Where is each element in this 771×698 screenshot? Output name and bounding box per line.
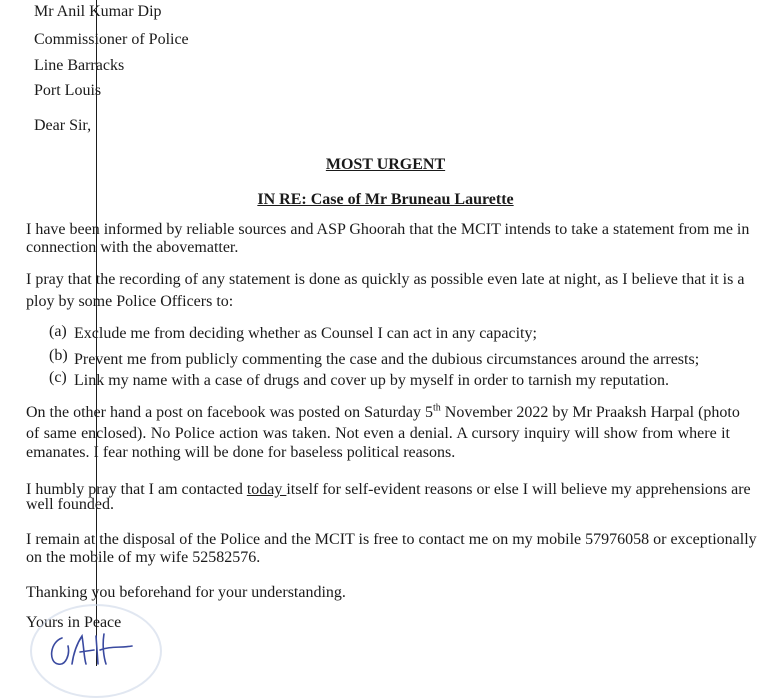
para2-line2: ploy by some Police Officers to: [26, 293, 234, 310]
list-text: Prevent me from publicly commenting the case and the dubious circumstances around the arrests; [74, 351, 700, 368]
para4-line2: well founded. [26, 496, 114, 513]
signature-image [44, 628, 154, 668]
para3-line2: of same enclosed). No Police action was taken. Not even a denial. A cursory inquiry will show from where it [26, 425, 730, 442]
para5-line2: on the mobile of my wife 52582576. [26, 549, 261, 566]
recipient-name: Mr Anil Kumar Dip [34, 3, 162, 20]
para3-line1: On the other hand a post on facebook was posted on Saturday 5th November 2022 by Mr Praaksh Harpal (photo [26, 402, 740, 421]
para1-line1: I have been informed by reliable sources and ASP Ghoorah that the MCIT intends to take a statement from me in [26, 221, 750, 238]
recipient-title: Commissioner of Police [34, 31, 189, 48]
list-marker: (c) [49, 369, 67, 386]
headline: MOST URGENT [325, 156, 446, 173]
thanks-line: Thanking you beforehand for your understanding. [26, 584, 346, 601]
para5-line1: I remain at the disposal of the Police and the MCIT is free to contact me on my mobile 57976058 or exceptionally [26, 531, 757, 548]
para3-line3: emanates. I fear nothing will be done for baseless political reasons. [26, 444, 456, 461]
recipient-street: Line Barracks [34, 57, 125, 74]
list-text: Link my name with a case of drugs and cover up by myself in order to tarnish my reputation. [74, 372, 669, 389]
salutation: Dear Sir, [34, 117, 92, 134]
closing-line: Yours in Peace [26, 614, 122, 631]
para4-line1: I humbly pray that I am contacted today itself for self-evident reasons or else I will believe my apprehensions are [26, 481, 751, 498]
para1-line2: connection with the abovematter. [26, 239, 239, 256]
emphasis-today: today [246, 481, 287, 498]
list-marker: (a) [49, 323, 67, 340]
list-text: Exclude me from deciding whether as Counsel I can act in any capacity; [74, 325, 537, 342]
list-marker: (b) [49, 347, 68, 364]
para2-line1: I pray that the recording of any statement is done as quickly as possible even late at night, as I believe that it is a [26, 271, 745, 288]
subject-line: IN RE: Case of Mr Bruneau Laurette [257, 191, 514, 208]
recipient-city: Port Louis [34, 82, 102, 99]
